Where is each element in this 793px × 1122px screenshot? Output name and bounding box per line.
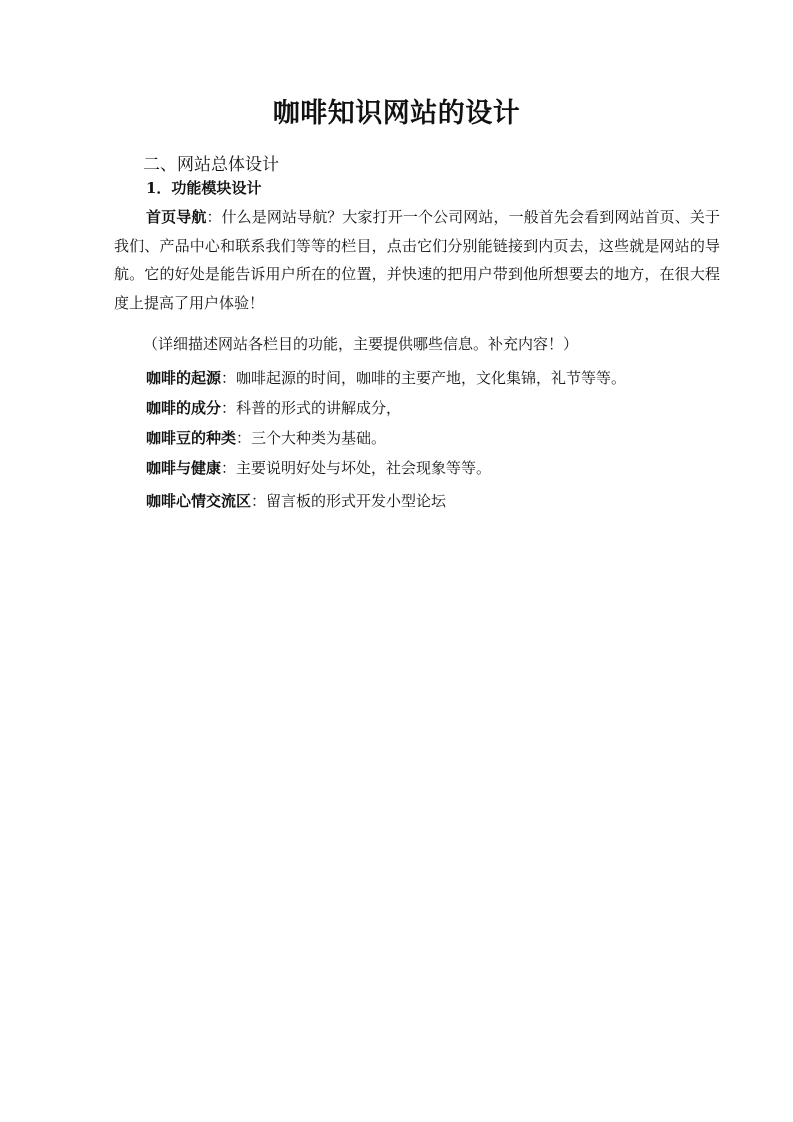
section-heading: 二、网站总体设计	[143, 155, 279, 175]
feature-description: ：主要说明好处与坏处，社会现象等等。	[221, 459, 492, 477]
feature-item-origin	[146, 364, 626, 392]
intro-term: 首页导航	[146, 208, 207, 226]
feature-term: 咖啡豆的种类	[146, 429, 237, 447]
intro-text: ：什么是网站导航？大家打开一个公司网站，一般首先会看到网站首页、关于我们、产品中心和联系我们等等的栏目，点击它们分别能链接到内页去，这些就是网站的导航。它的好处是能告诉用户所在的位置，并快速的把用户带到他所想要去的地方，在很大程度上提高了用户体验！	[114, 208, 720, 312]
note-paragraph: （详细描述网站各栏目的功能，主要提供哪些信息。补充内容！）	[143, 335, 579, 353]
feature-term: 咖啡心情交流区	[146, 492, 252, 510]
feature-item-bean-types	[146, 424, 386, 452]
feature-item-forum	[146, 487, 446, 515]
document-title: 咖啡知识网站的设计	[272, 98, 521, 129]
feature-item-health	[146, 454, 491, 482]
feature-term: 咖啡与健康	[146, 459, 222, 477]
feature-term: 咖啡的起源	[146, 369, 222, 387]
subsection-heading: 1．功能模块设计	[146, 179, 262, 197]
feature-description: ：留言板的形式开发小型论坛	[251, 492, 447, 510]
feature-term: 咖啡的成分	[146, 399, 222, 417]
feature-description: ：三个大种类为基础。	[236, 429, 387, 447]
feature-description: ：科普的形式的讲解成分，	[221, 399, 402, 417]
intro-paragraph	[114, 203, 720, 317]
feature-item-ingredients	[146, 394, 401, 422]
feature-description: ：咖啡起源的时间，咖啡的主要产地，文化集锦，礼节等等。	[221, 369, 627, 387]
